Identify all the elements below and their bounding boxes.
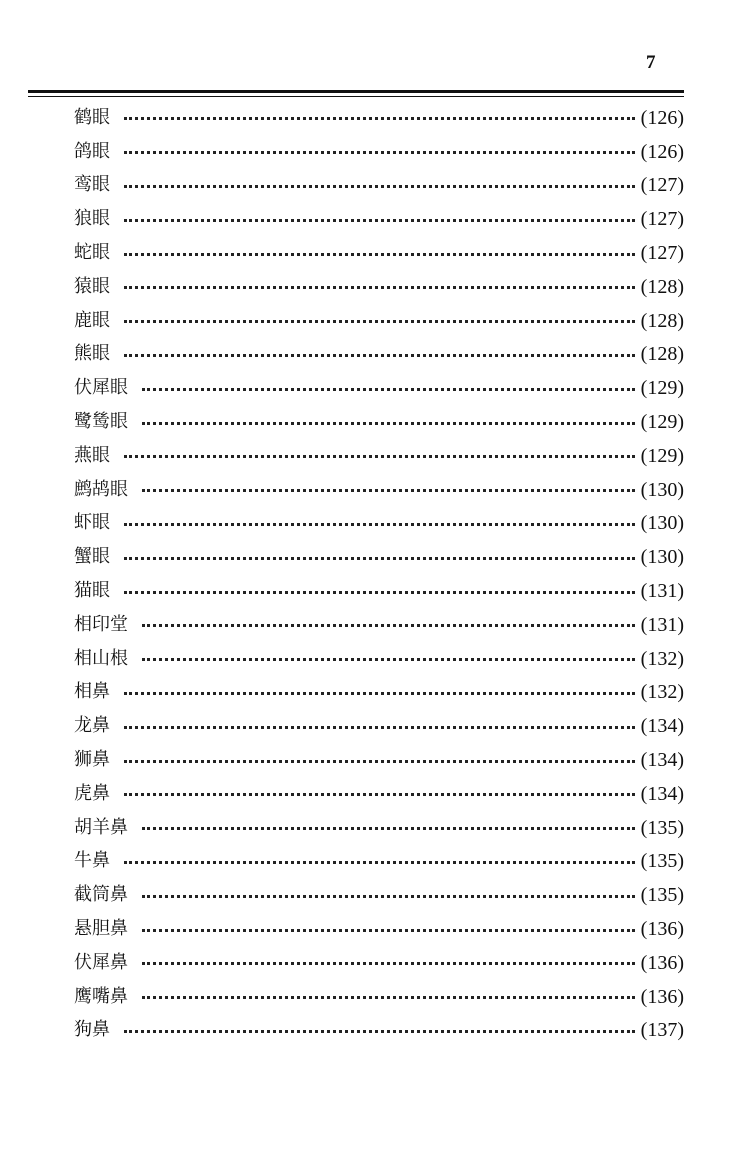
toc-entry-title: 狮鼻: [74, 749, 110, 771]
dot-leader: [124, 219, 635, 222]
toc-entry-page: (128): [640, 343, 684, 366]
toc-entry: [74, 642, 684, 676]
toc-entry: [74, 574, 684, 608]
dot-leader: [124, 320, 635, 323]
toc-entry-page: (127): [640, 242, 684, 265]
dot-leader: [124, 286, 635, 289]
dot-leader: [124, 692, 635, 695]
toc-entry: [74, 101, 684, 135]
toc-entry-title: 猿眼: [74, 275, 110, 297]
dot-leader: [142, 895, 635, 898]
toc-entry-title: 熊眼: [74, 343, 110, 365]
toc-entry: [74, 405, 684, 439]
toc-entry-title: 鸽眼: [74, 140, 110, 162]
toc-entry-page: (126): [640, 140, 684, 163]
toc-entry-title: 悬胆鼻: [74, 918, 128, 940]
toc-entry: [74, 709, 684, 743]
toc-entry-page: (129): [640, 411, 684, 434]
toc-entry-page: (135): [640, 850, 684, 873]
toc-entry-title: 燕眼: [74, 444, 110, 466]
dot-leader: [124, 185, 635, 188]
toc-entry-title: 鹭鸶眼: [74, 411, 128, 433]
toc-entry: [74, 371, 684, 405]
header-rule-thin: [28, 96, 684, 97]
toc-entry: [74, 338, 684, 372]
toc-entry: [74, 811, 684, 845]
dot-leader: [142, 996, 635, 999]
toc-entry: [74, 169, 684, 203]
toc-entry: [74, 912, 684, 946]
toc-entry-title: 鹿眼: [74, 309, 110, 331]
toc-entry: [74, 777, 684, 811]
dot-leader: [142, 962, 635, 965]
toc-entry-title: 相山根: [74, 647, 128, 669]
toc-entry-page: (127): [640, 208, 684, 231]
dot-leader: [142, 489, 635, 492]
toc-entry: [74, 473, 684, 507]
toc-entry: [74, 676, 684, 710]
toc-entry-title: 胡羊鼻: [74, 816, 128, 838]
toc-entry-title: 伏犀鼻: [74, 951, 128, 973]
toc-entry-page: (137): [640, 1019, 684, 1042]
toc-entry-page: (127): [640, 174, 684, 197]
dot-leader: [124, 591, 635, 594]
toc-entry-title: 鹤眼: [74, 106, 110, 128]
toc-entry-title: 伏犀眼: [74, 377, 128, 399]
toc-entry-title: 狗鼻: [74, 1019, 110, 1041]
toc-entry: [74, 540, 684, 574]
toc-entry: [74, 236, 684, 270]
toc-entry-page: (134): [640, 715, 684, 738]
toc-entry-title: 蛇眼: [74, 242, 110, 264]
page-number: 7: [646, 52, 656, 73]
toc-entry: [74, 980, 684, 1014]
toc-entry-page: (134): [640, 749, 684, 772]
dot-leader: [124, 253, 635, 256]
toc-entry-title: 鹧鸪眼: [74, 478, 128, 500]
toc-entry-page: (132): [640, 681, 684, 704]
dot-leader: [124, 151, 635, 154]
toc-entry-title: 相鼻: [74, 681, 110, 703]
dot-leader: [124, 793, 635, 796]
dot-leader: [142, 388, 635, 391]
dot-leader: [124, 557, 635, 560]
toc-entry-title: 牛鼻: [74, 850, 110, 872]
toc-entry-title: 相印堂: [74, 613, 128, 635]
toc-entry-page: (131): [640, 580, 684, 603]
toc-entry-page: (136): [640, 985, 684, 1008]
toc-entry-title: 蟹眼: [74, 546, 110, 568]
toc-entry-page: (132): [640, 647, 684, 670]
dot-leader: [142, 929, 635, 932]
toc-entry-page: (136): [640, 951, 684, 974]
dot-leader: [124, 726, 635, 729]
toc-entry-title: 虎鼻: [74, 782, 110, 804]
toc-entry-page: (134): [640, 782, 684, 805]
toc-entry: [74, 743, 684, 777]
dot-leader: [124, 117, 635, 120]
toc-entry-page: (126): [640, 106, 684, 129]
toc-entry-title: 猫眼: [74, 580, 110, 602]
table-of-contents: [74, 101, 684, 1047]
toc-entry: [74, 439, 684, 473]
dot-leader: [142, 624, 635, 627]
toc-entry: [74, 202, 684, 236]
toc-entry-page: (136): [640, 918, 684, 941]
toc-entry-page: (129): [640, 444, 684, 467]
dot-leader: [124, 1030, 635, 1033]
toc-entry: [74, 270, 684, 304]
dot-leader: [142, 658, 635, 661]
toc-entry-title: 狼眼: [74, 208, 110, 230]
dot-leader: [142, 422, 635, 425]
dot-leader: [124, 354, 635, 357]
toc-entry: [74, 304, 684, 338]
header-rule-thick: [28, 90, 684, 93]
dot-leader: [124, 861, 635, 864]
toc-entry: [74, 507, 684, 541]
toc-entry: [74, 946, 684, 980]
toc-entry: [74, 1014, 684, 1048]
toc-entry-page: (130): [640, 478, 684, 501]
dot-leader: [124, 523, 635, 526]
toc-entry: [74, 845, 684, 879]
toc-entry-page: (130): [640, 546, 684, 569]
toc-entry-title: 鸾眼: [74, 174, 110, 196]
toc-entry-page: (130): [640, 512, 684, 535]
toc-entry-title: 截筒鼻: [74, 884, 128, 906]
dot-leader: [124, 760, 635, 763]
toc-entry-page: (135): [640, 884, 684, 907]
toc-entry-page: (135): [640, 816, 684, 839]
toc-entry-title: 龙鼻: [74, 715, 110, 737]
toc-entry-page: (128): [640, 309, 684, 332]
toc-entry-page: (131): [640, 613, 684, 636]
toc-entry: [74, 608, 684, 642]
toc-entry-page: (128): [640, 275, 684, 298]
toc-entry-title: 鹰嘴鼻: [74, 985, 128, 1007]
toc-entry-page: (129): [640, 377, 684, 400]
toc-entry: [74, 135, 684, 169]
toc-entry: [74, 878, 684, 912]
toc-entry-title: 虾眼: [74, 512, 110, 534]
dot-leader: [124, 455, 635, 458]
dot-leader: [142, 827, 635, 830]
